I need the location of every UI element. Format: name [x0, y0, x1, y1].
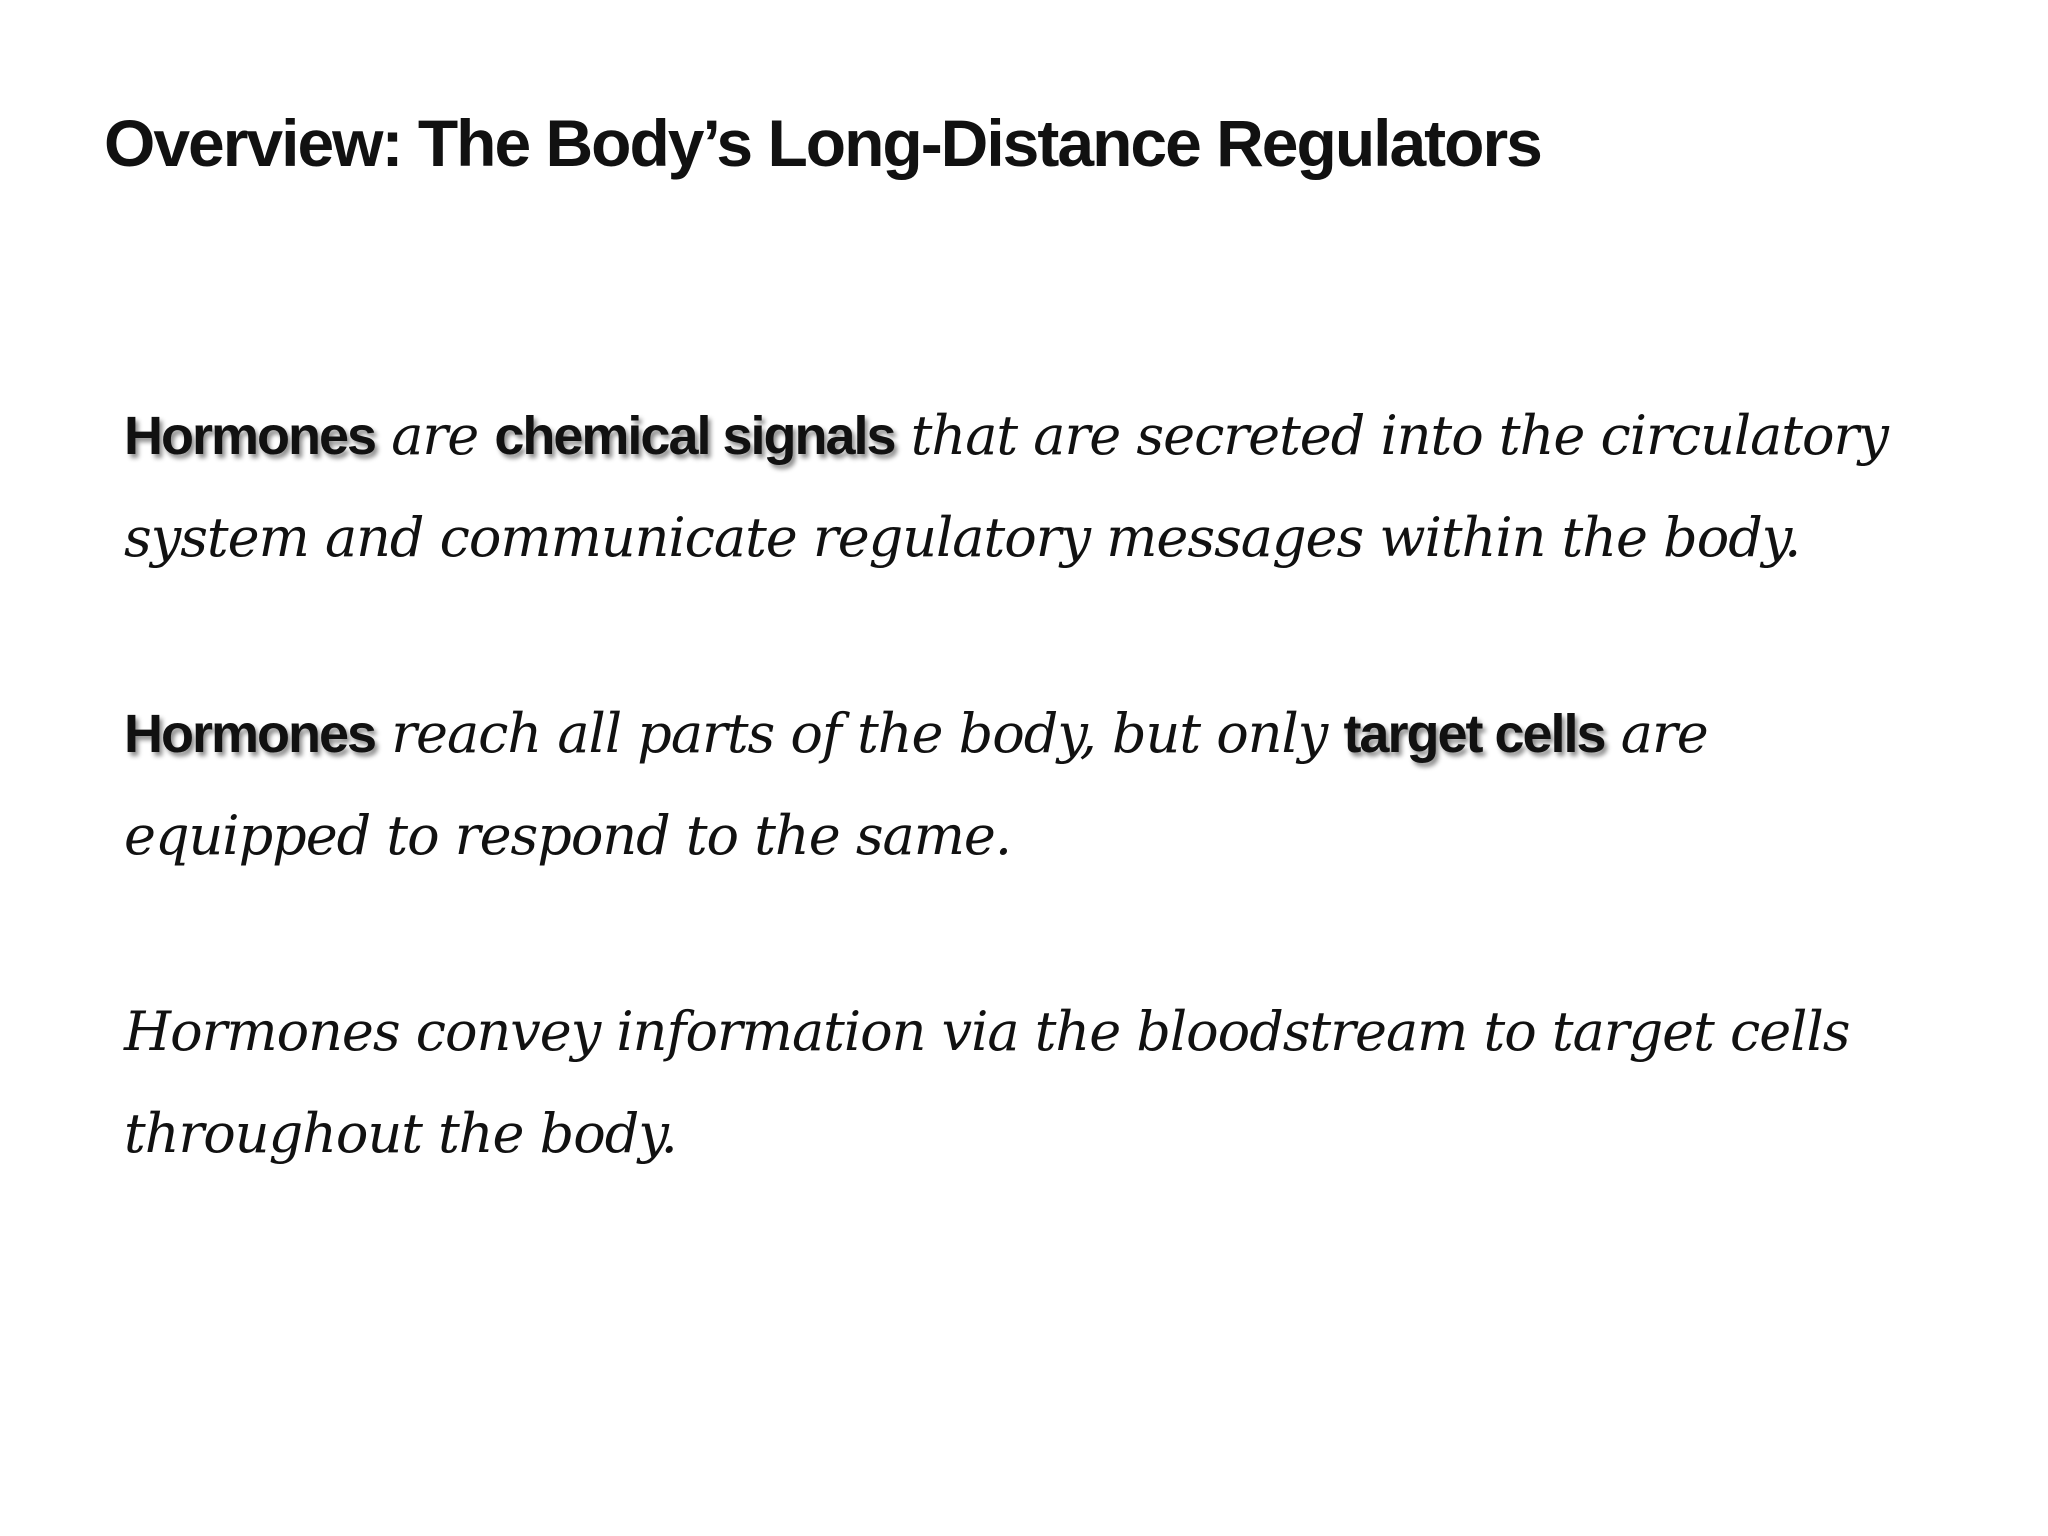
term-hormones: Hormones	[124, 406, 376, 466]
paragraph-target-cells	[124, 683, 1924, 887]
term-hormones: Hormones	[124, 704, 376, 764]
paragraph-bloodstream	[124, 981, 1924, 1185]
term-chemical-signals: chemical signals	[494, 406, 895, 466]
slide-title: Overview: The Body’s Long-Distance Regulators	[104, 106, 1541, 180]
paragraph-text: reach all parts of the body, but only	[375, 702, 1344, 765]
term-target-cells: target cells	[1343, 704, 1605, 764]
paragraph-text: are equipped to respond to the same.	[124, 702, 1708, 867]
paragraph-text: Hormones convey information via the bloodstream to target cells throughout the body.	[124, 1000, 1850, 1165]
paragraph-hormones-definition	[124, 385, 1924, 589]
paragraph-text: are	[375, 404, 495, 467]
paragraph-text: that are secreted into the circulatory system and communicate regulatory messages within the body.	[124, 404, 1888, 569]
slide-body	[124, 385, 1924, 1279]
